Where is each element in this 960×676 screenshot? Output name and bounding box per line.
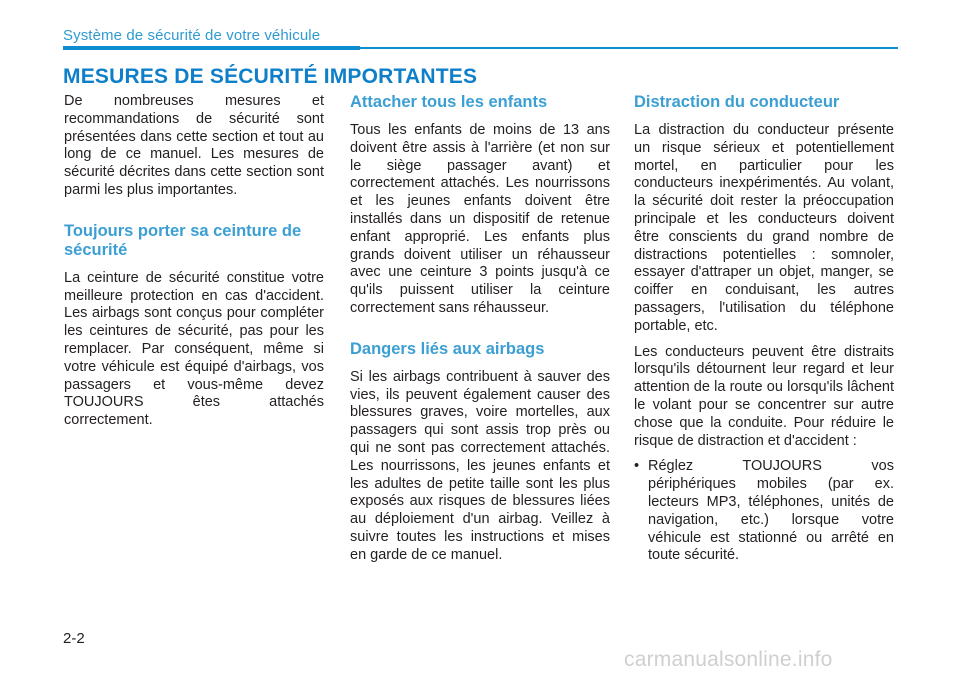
page-title: MESURES DE SÉCURITÉ IMPORTANTES xyxy=(63,65,478,88)
children-paragraph: Tous les enfants de moins de 13 ans doivent être assis à l'arrière (et non sur le siège passager avant) et correctement attachés. Les nourrissons et les jeunes enfants doivent être installés dans un dispositif de retenue enfant approprié. Les enfants plus grands doivent utiliser un réhausseur avec une ceinture 3 points jusqu'à ce qu'ils puissent utiliser la ceinture correctement sans réhausseur. xyxy=(350,122,610,316)
header-rule xyxy=(360,47,898,49)
bullet-icon: • xyxy=(634,458,640,475)
airbag-paragraph: Si les airbags contribuent à sauver des vies, ils peuvent également causer des blessures graves, voire mortelles, aux passagers qui sont assis trop près ou qui ne sont pas correctement attachés. Les nourrissons, les jeunes enfants et les adultes de petite taille sont les plus exposés aux risques de blessures liées au déploiement d'un airbag. Veillez à suivre toutes les instructions et mises en garde de ce manuel. xyxy=(350,368,610,563)
distraction-paragraph-2: Les conducteurs peuvent être distraits lorsqu'ils détournent leur regard et leur attention de la route ou lorsqu'ils lâchent le volant pour se concentrer sur autre chose que la conduite. Pour réduire le risque de distraction et d'accident : xyxy=(634,343,894,449)
bullet-item xyxy=(634,458,894,565)
seatbelt-heading: Toujours porter sa ceinture de sécurité xyxy=(64,221,302,259)
header-accent-bar xyxy=(63,46,360,50)
seatbelt-paragraph: La ceinture de sécurité constitue votre meilleure protection en cas d'accident. Les airbags sont conçus pour compléter les ceintures de sécurité, pas pour les remplacer. Par conséquent, même si votre véhicule est équipé d'airbags, vos passagers et vous-même devez TOUJOURS êtes attachés correctement. xyxy=(64,269,324,429)
children-heading: Attacher tous les enfants xyxy=(350,93,548,111)
airbag-heading: Dangers liés aux airbags xyxy=(350,339,545,358)
page-number: 2-2 xyxy=(63,630,85,647)
section-header-title: Système de sécurité de votre véhicule xyxy=(63,27,321,44)
distraction-paragraph-1: La distraction du conducteur présente un risque sérieux et potentiellement mortel, en particulier pour les conducteurs inexpérimentés. Au volant, la sécurité doit rester la préoccupation principale et les conducteurs doivent être conscients du grand nombre de distractions potentielles : somnoler, essayer d'attraper un objet, manger, se coiffer en conduisant, les autres passagers, l'utilisation du téléphone portable, etc. xyxy=(634,122,894,334)
distraction-heading: Distraction du conducteur xyxy=(634,93,840,111)
column-1 xyxy=(64,93,324,430)
column-3 xyxy=(634,93,894,565)
column-2 xyxy=(350,93,610,565)
intro-paragraph: De nombreuses mesures et recommandations de sécurité sont présentées dans cette section et tout au long de ce manuel. Les mesures de sécurité décrites dans cette section sont parmi les plus importantes. xyxy=(64,93,324,198)
bullet-text: Réglez TOUJOURS vos périphériques mobiles (par ex. lecteurs MP3, téléphones, unités de navigation, etc.) lorsque votre véhicule est stationné ou arrêté en toute sécurité. xyxy=(648,458,894,564)
watermark: carmanualsonline.info xyxy=(624,648,833,671)
